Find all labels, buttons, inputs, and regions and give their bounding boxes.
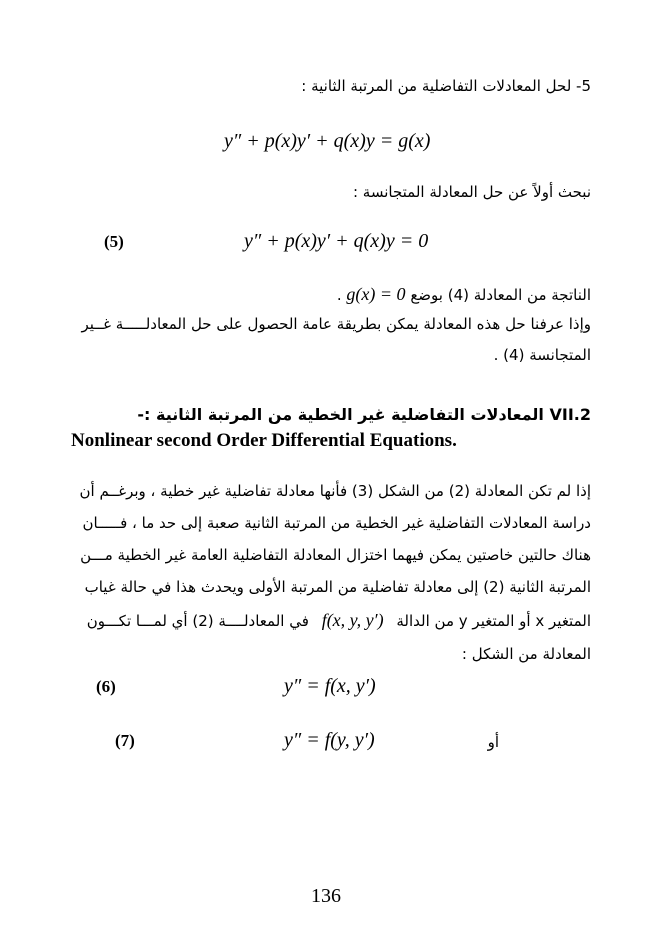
para-line-1: إذا لم تكن المعادلة (2) من الشكل (3) فأنها معادلة تفاضلية غير خطية ، وبرغــم أن	[79, 482, 591, 500]
para-line-5	[87, 610, 591, 631]
or-word: أو	[487, 733, 499, 751]
para-line-5-b: في المعادلــــة (2) أي لمـــا تكـــون	[86, 612, 309, 630]
para-line-5-a: المتغير x أو المتغير y من الدالة	[396, 612, 591, 630]
resulting-math: g(x) = 0	[346, 284, 406, 304]
equation-7-number: (7)	[115, 731, 135, 750]
para-line-2: دراسة المعادلات التفاضلية غير الخطية من المرتبة الثانية صعبة إلى حد ما ، فـــــان	[82, 514, 591, 532]
equation-general: y″ + p(x)y′ + q(x)y = g(x)	[224, 130, 431, 152]
homogeneous-intro: نبحث أولاً عن حل المعادلة المتجانسة :	[352, 183, 591, 201]
resulting-text: الناتجة من المعادلة (4) بوضع	[410, 286, 591, 304]
section-heading-ar: 2.VII المعادلات التفاضلية غير الخطية من المرتبة الثانية :-	[137, 405, 591, 424]
para-line-4: المرتبة الثانية (2) إلى معادلة تفاضلية من المرتبة الأولى ويحدث هذا في حالة غياب	[84, 578, 591, 596]
section-heading-en: Nonlinear second Order Differential Equations.	[71, 430, 457, 451]
line-nonhomogeneous: المتجانسة (4) .	[493, 346, 591, 364]
equation-5-number: (5)	[104, 232, 124, 251]
resulting-line	[337, 284, 591, 305]
paragraph-5-intro: 5- لحل المعادلات التفاضلية من المرتبة الثانية :	[301, 77, 591, 95]
equation-7: y″ = f(y, y′)	[284, 729, 375, 751]
para-line-3: هناك حالتين خاصتين يمكن فيهما اختزال المعادلة التفاضلية العامة غير الخطية مـــن	[80, 546, 591, 564]
resulting-end: .	[336, 286, 342, 304]
para-line-5-math: f(x, y, y′)	[321, 610, 384, 630]
page-number: 136	[311, 885, 341, 907]
line-if-known: وإذا عرفنا حل هذه المعادلة يمكن بطريقة عامة الحصول على حل المعادلـــــة غــير	[81, 315, 591, 333]
equation-6: y″ = f(x, y′)	[284, 675, 376, 697]
equation-5: y″ + p(x)y′ + q(x)y = 0	[244, 230, 429, 252]
equation-6-number: (6)	[96, 677, 116, 696]
para-line-6: المعادلة من الشكل :	[461, 645, 591, 663]
